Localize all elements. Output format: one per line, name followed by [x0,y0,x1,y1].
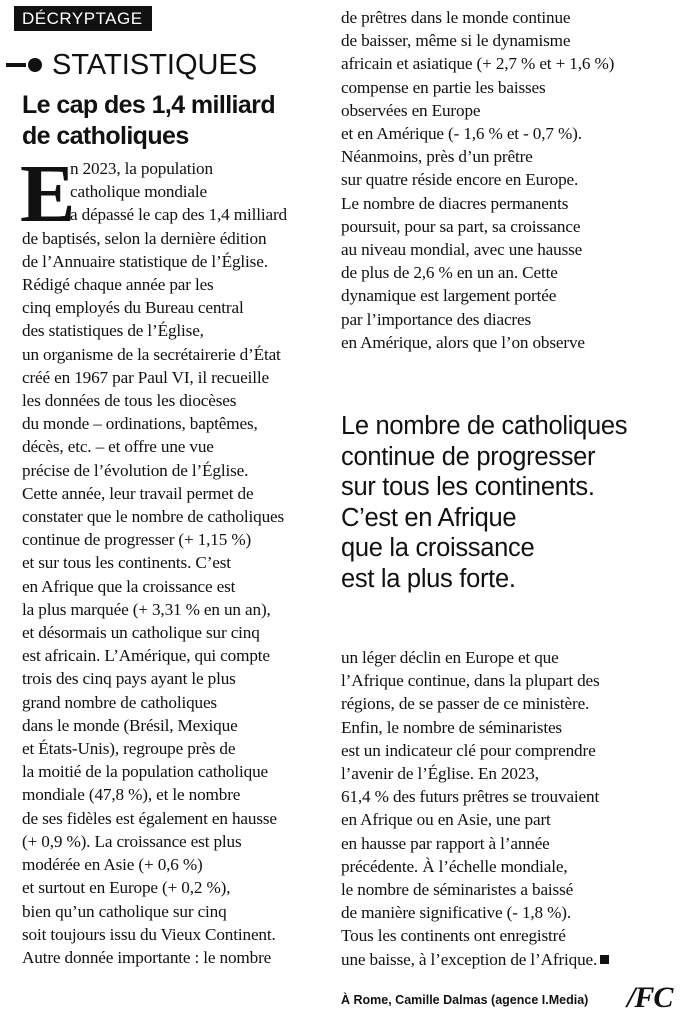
body-line: en Afrique ou en Asie, une part [341,810,551,830]
pull-quote-line: est la plus forte. [341,564,516,593]
body-line: Enfin, le nombre de séminaristes [341,717,562,737]
end-mark-icon [600,955,609,964]
body-line: des statistiques de l’Église, [22,321,204,341]
body-line: de baptisés, selon la dernière édition [22,228,267,248]
body-line-last [341,948,671,971]
pull-quote-line: sur tous les continents. [341,473,595,501]
pull-quote-line: C’est en Afrique [341,503,517,532]
body-line: continue de progresser (+ 1,15 %) [22,530,252,550]
body-line: n 2023, la population [70,159,213,178]
body-line: l’avenir de l’Église. En 2023, [341,764,539,784]
body-line: Le nombre de diacres permanents [341,193,569,213]
body-line: est un indicateur clé pour comprendre [341,740,596,760]
body-line: 61,4 % des futurs prêtres se trouvaient [341,787,600,807]
body-line: dans le monde (Brésil, Mexique [22,715,238,735]
body-line: Néanmoins, près d’un prêtre [341,147,533,167]
body-line: en hausse par rapport à l’année [341,833,550,853]
body-line: précise de l’évolution de l’Église. [22,460,249,480]
body-line: en Afrique que la croissance est [22,576,236,596]
body-line: trois des cinq pays ayant le plus [22,669,236,689]
author-signature: À Rome, Camille Dalmas (agence I.Media) [341,993,589,1007]
body-line: et en Amérique (- 1,6 % et - 0,7 %). [341,124,582,144]
body-line: est africain. L’Amérique, qui compte [22,646,270,666]
body-line: poursuit, pour sa part, sa croissance [341,216,581,236]
body-line: sur quatre réside encore en Europe. [341,170,579,190]
drop-cap: E [20,147,76,239]
body-line: a dépassé le cap des 1,4 milliard [70,205,287,225]
body-line: de ses fidèles est également en hausse [22,808,277,828]
pull-quote-line: Le nombre de catholiques [341,412,628,440]
pull-quote-line: continue de progresser [341,442,596,471]
rubric-label: STATISTIQUES [52,49,258,81]
body-line: mondiale (47,8 %), et le nombre [22,785,241,805]
body-line: de plus de 2,6 % en un an. Cette [341,263,558,283]
body-line: de baisser, même si le dynamisme [341,31,571,51]
bullet-dot-icon [28,58,42,72]
body-line: (+ 0,9 %). La croissance est plus [22,831,242,851]
body-line: de manière significative (- 1,8 %). [341,903,572,923]
article-headline [22,90,312,152]
body-line: et désormais un catholique sur cinq [22,623,260,643]
rubric [6,48,257,82]
body-line: et sur tous les continents. C’est [22,553,231,573]
body-line: compense en partie les baisses [341,77,546,97]
publication-logo: /FC [627,981,673,1014]
body-line: au niveau mondial, avec une hausse [341,240,583,260]
body-line: la moitié de la population catholique [22,762,268,782]
body-line: régions, de se passer de ce ministère. [341,694,590,714]
body-line: l’Afrique continue, dans la plupart des [341,671,600,691]
body-line: précédente. À l’échelle mondiale, [341,856,568,876]
body-line: décès, etc. – et offre une vue [22,437,214,457]
body-line: et États-Unis), regroupe près de [22,739,236,759]
body-line: dynamique est largement portée [341,286,557,306]
body-line: catholique mondiale [70,182,207,202]
headline-line: Le cap des 1,4 milliard [22,91,275,119]
body-line: de prêtres dans le monde continue [341,8,571,27]
body-line-text: une baisse, à l’exception de l’Afrique. [341,949,598,969]
body-line: du monde – ordinations, baptêmes, [22,414,258,434]
body-line: de l’Annuaire statistique de l’Église. [22,251,268,271]
rubric-dash [6,63,26,67]
body-line: Tous les continents ont enregistré [341,926,566,946]
body-line: le nombre de séminaristes a baissé [341,880,574,900]
body-column-2-top [341,6,671,354]
body-line: grand nombre de catholiques [22,692,217,712]
body-line: soit toujours issu du Vieux Continent. [22,924,276,944]
body-line: les données de tous les diocèses [22,391,237,411]
pull-quote [341,411,671,594]
body-line: observées en Europe [341,100,481,120]
body-line: créé en 1967 par Paul VI, il recueille [22,367,269,387]
body-line: constater que le nombre de catholiques [22,507,285,527]
body-line: et surtout en Europe (+ 0,2 %), [22,878,231,898]
body-line: Rédigé chaque année par les [22,275,214,295]
body-line: la plus marquée (+ 3,31 % en un an), [22,599,271,619]
headline-line: de catholiques [22,122,189,150]
body-line: Cette année, leur travail permet de [22,483,254,503]
body-line: un organisme de la secrétairerie d’État [22,344,281,364]
section-kicker: DÉCRYPTAGE [14,6,152,31]
body-line: cinq employés du Bureau central [22,298,244,318]
body-line: en Amérique, alors que l’on observe [341,332,585,352]
body-line: Autre donnée importante : le nombre [22,947,272,967]
pull-quote-line: que la croissance [341,534,535,562]
body-line: par l’importance des diacres [341,309,532,329]
body-line: bien qu’un catholique sur cinq [22,901,227,921]
body-line: un léger déclin en Europe et que [341,648,559,667]
body-column-2-bottom [341,646,671,971]
body-column-1 [20,147,322,969]
body-line: africain et asiatique (+ 2,7 % et + 1,6 %) [341,54,615,74]
body-line: modérée en Asie (+ 0,6 %) [22,855,203,875]
